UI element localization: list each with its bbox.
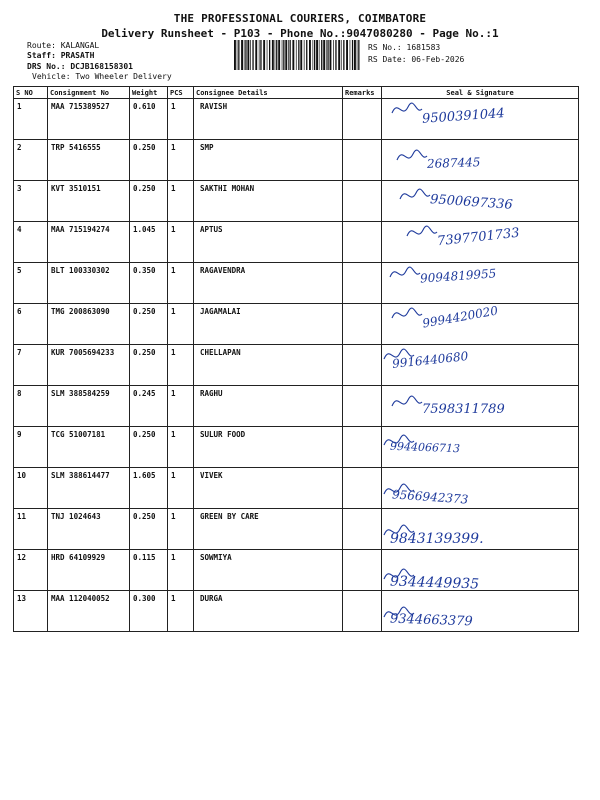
- cell-remarks: [343, 591, 382, 632]
- handwritten-phone: 9994420020: [421, 303, 499, 331]
- cell-sno: 12: [14, 550, 48, 591]
- barcode-bar: [335, 40, 336, 70]
- cell-pcs: 1: [168, 550, 194, 591]
- barcode-bar: [321, 40, 322, 70]
- cell-consignment: KUR 7005694233: [48, 345, 130, 386]
- cell-sno: 11: [14, 509, 48, 550]
- cell-remarks: [343, 345, 382, 386]
- barcode-bar: [292, 40, 294, 70]
- cell-signature: [382, 263, 579, 304]
- cell-consignment: SLM 388614477: [48, 468, 130, 509]
- cell-consignee: RAVISH: [194, 99, 343, 140]
- barcode-bar: [326, 40, 327, 70]
- cell-remarks: [343, 99, 382, 140]
- col-signature: Seal & Signature: [382, 87, 579, 99]
- cell-signature: [382, 99, 579, 140]
- table-row: [14, 263, 579, 304]
- cell-pcs: 1: [168, 99, 194, 140]
- cell-weight: 0.250: [130, 304, 168, 345]
- handwritten-phone: 9094819955: [419, 266, 497, 286]
- cell-signature: [382, 591, 579, 632]
- cell-remarks: [343, 140, 382, 181]
- barcode-bar: [346, 40, 348, 70]
- cell-weight: 1.045: [130, 222, 168, 263]
- cell-signature: [382, 550, 579, 591]
- cell-weight: 0.350: [130, 263, 168, 304]
- table-row: [14, 304, 579, 345]
- barcode-bar: [338, 40, 340, 70]
- barcode-bar: [304, 40, 305, 70]
- cell-pcs: 1: [168, 427, 194, 468]
- vehicle-label: Vehicle: Two Wheeler Delivery: [32, 72, 172, 81]
- barcode-bar: [352, 40, 353, 70]
- cell-pcs: 1: [168, 386, 194, 427]
- handwritten-phone: 2687445: [426, 155, 481, 171]
- cell-remarks: [343, 263, 382, 304]
- col-consignee: Consignee Details: [194, 87, 343, 99]
- table-row: [14, 181, 579, 222]
- rs-info: [368, 42, 464, 66]
- barcode-bar: [319, 40, 320, 70]
- handwritten-phone: 9944066713: [389, 439, 461, 456]
- cell-pcs: 1: [168, 345, 194, 386]
- cell-weight: 0.245: [130, 386, 168, 427]
- barcode-bar: [313, 40, 314, 70]
- cell-sno: 6: [14, 304, 48, 345]
- handwritten-phone: 9566942373: [391, 487, 469, 507]
- cell-signature: [382, 304, 579, 345]
- barcode-bar: [357, 40, 358, 70]
- barcode-bar: [269, 40, 270, 70]
- table-row: [14, 140, 579, 181]
- barcode-bar: [350, 40, 351, 70]
- cell-consignee: RAGAVENDRA: [194, 263, 343, 304]
- barcode-bar: [259, 40, 260, 70]
- barcode-bar: [245, 40, 246, 70]
- barcode-bar: [341, 40, 342, 70]
- runsheet-title: THE PROFESSIONAL COURIERS, COIMBATORE: [173, 12, 427, 25]
- col-consignment: Consignment No: [48, 87, 130, 99]
- cell-sno: 1: [14, 99, 48, 140]
- cell-pcs: 1: [168, 263, 194, 304]
- cell-pcs: 1: [168, 468, 194, 509]
- cell-consignment: MAA 112040052: [48, 591, 130, 632]
- barcode-bar: [300, 40, 302, 70]
- barcode-bar: [327, 40, 328, 70]
- cell-remarks: [343, 427, 382, 468]
- barcode-bar: [333, 40, 334, 70]
- barcode-bar: [238, 40, 239, 70]
- runsheet-table: [13, 86, 578, 632]
- cell-consignee: SULUR FOOD: [194, 427, 343, 468]
- cell-sno: 10: [14, 468, 48, 509]
- barcode-bar: [330, 40, 332, 70]
- cell-consignment: TRP 5416555: [48, 140, 130, 181]
- cell-consignment: TCG 51007181: [48, 427, 130, 468]
- cell-consignment: MAA 715194274: [48, 222, 130, 263]
- barcode-bar: [237, 40, 238, 70]
- cell-consignee: GREEN BY CARE: [194, 509, 343, 550]
- cell-sno: 3: [14, 181, 48, 222]
- barcode-bar: [247, 40, 249, 70]
- cell-consignee: DURGA: [194, 591, 343, 632]
- rs-date: RS Date: 06-Feb-2026: [368, 55, 465, 64]
- cell-weight: 1.605: [130, 468, 168, 509]
- barcode-bar: [316, 40, 318, 70]
- cell-remarks: [343, 550, 382, 591]
- cell-remarks: [343, 386, 382, 427]
- cell-weight: 0.610: [130, 99, 168, 140]
- col-remarks: Remarks: [343, 87, 382, 99]
- cell-remarks: [343, 304, 382, 345]
- cell-sno: 4: [14, 222, 48, 263]
- cell-remarks: [343, 181, 382, 222]
- handwritten-phone: 9500391044: [421, 106, 506, 127]
- cell-signature: [382, 345, 579, 386]
- barcode-bar: [296, 40, 297, 70]
- cell-signature: [382, 427, 579, 468]
- cell-sno: 13: [14, 591, 48, 632]
- cell-weight: 0.250: [130, 181, 168, 222]
- cell-consignee: SMP: [194, 140, 343, 181]
- cell-consignment: MAA 715389527: [48, 99, 130, 140]
- cell-consignment: TNJ 1024643: [48, 509, 130, 550]
- cell-pcs: 1: [168, 222, 194, 263]
- runsheet-subtitle: Delivery Runsheet - P103 - Phone No.:9047080280 - Page No.:1: [101, 27, 499, 40]
- table-row: [14, 427, 579, 468]
- cell-pcs: 1: [168, 181, 194, 222]
- cell-signature: [382, 140, 579, 181]
- table-row: [14, 345, 579, 386]
- staff-label: Staff: PRASATH: [27, 51, 95, 60]
- barcode-bar: [283, 40, 284, 70]
- table-row: [14, 222, 579, 263]
- col-weight: Weight: [130, 87, 168, 99]
- col-sno: S NO: [14, 87, 48, 99]
- barcode-bar: [260, 40, 261, 70]
- cell-remarks: [343, 222, 382, 263]
- handwritten-phone: 9344449935: [389, 573, 480, 593]
- cell-weight: 0.250: [130, 140, 168, 181]
- cell-consignment: SLM 388584259: [48, 386, 130, 427]
- cell-consignee: VIVEK: [194, 468, 343, 509]
- table-row: [14, 509, 579, 550]
- rs-number: RS No.: 1681583: [368, 43, 441, 52]
- barcode-bar: [250, 40, 251, 70]
- cell-consignee: CHELLAPAN: [194, 345, 343, 386]
- cell-weight: 0.300: [130, 591, 168, 632]
- cell-sno: 2: [14, 140, 48, 181]
- cell-pcs: 1: [168, 304, 194, 345]
- cell-consignee: JAGAMALAI: [194, 304, 343, 345]
- cell-consignee: RAGHU: [194, 386, 343, 427]
- barcode-bar: [343, 40, 344, 70]
- cell-weight: 0.250: [130, 509, 168, 550]
- cell-weight: 0.250: [130, 427, 168, 468]
- cell-sno: 8: [14, 386, 48, 427]
- barcode-bar: [255, 40, 257, 70]
- cell-consignee: APTUS: [194, 222, 343, 263]
- drs-label: DRS No.: DCJB168158301: [27, 62, 133, 71]
- barcode-bar: [278, 40, 280, 70]
- cell-pcs: 1: [168, 140, 194, 181]
- cell-pcs: 1: [168, 509, 194, 550]
- cell-sno: 5: [14, 263, 48, 304]
- cell-signature: [382, 181, 579, 222]
- barcode-bar: [252, 40, 253, 70]
- barcode-bar: [241, 40, 243, 70]
- cell-sno: 9: [14, 427, 48, 468]
- cell-signature: [382, 468, 579, 509]
- handwritten-phone: 9500697336: [429, 192, 514, 213]
- table-row: [14, 99, 579, 140]
- handwritten-phone: 9843139399.: [390, 531, 484, 547]
- barcode-bar: [282, 40, 283, 70]
- barcode-bar: [323, 40, 325, 70]
- cell-consignment: TMG 200863090: [48, 304, 130, 345]
- barcode-bar: [285, 40, 287, 70]
- barcode-bar: [288, 40, 289, 70]
- barcode-bar: [309, 40, 311, 70]
- col-pcs: PCS: [168, 87, 194, 99]
- cell-remarks: [343, 468, 382, 509]
- cell-consignment: BLT 100330302: [48, 263, 130, 304]
- cell-signature: [382, 386, 579, 427]
- cell-consignment: KVT 3510151: [48, 181, 130, 222]
- table-row: [14, 468, 579, 509]
- barcode-bar: [298, 40, 299, 70]
- cell-consignment: HRD 64109929: [48, 550, 130, 591]
- cell-signature: [382, 509, 579, 550]
- barcode-bar: [354, 40, 356, 70]
- barcode-bar: [234, 40, 236, 70]
- route-label: Route: KALANGAL: [27, 41, 100, 50]
- table-header-row: [14, 87, 579, 99]
- cell-signature: [382, 222, 579, 263]
- barcode-bar: [314, 40, 315, 70]
- barcode-bar: [267, 40, 268, 70]
- barcode-bar: [275, 40, 276, 70]
- signature-scribble: [382, 140, 579, 180]
- cell-consignee: SAKTHI MOHAN: [194, 181, 343, 222]
- table-row: [14, 550, 579, 591]
- table-row: [14, 591, 579, 632]
- barcode-bar: [244, 40, 245, 70]
- cell-remarks: [343, 509, 382, 550]
- barcode-image: [232, 40, 362, 70]
- handwritten-phone: 7598311789: [422, 402, 505, 417]
- table-row: [14, 386, 579, 427]
- barcode-bar: [358, 40, 359, 70]
- barcode-bar: [276, 40, 277, 70]
- handwritten-phone: 7397701733: [436, 225, 521, 250]
- cell-weight: 0.250: [130, 345, 168, 386]
- barcode-bar: [272, 40, 274, 70]
- cell-weight: 0.115: [130, 550, 168, 591]
- cell-consignee: SOWMIYA: [194, 550, 343, 591]
- cell-pcs: 1: [168, 591, 194, 632]
- barcode-bar: [290, 40, 291, 70]
- handwritten-phone: 9344663379: [389, 611, 473, 630]
- cell-sno: 7: [14, 345, 48, 386]
- barcode-bar: [306, 40, 307, 70]
- handwritten-phone: 9916440680: [391, 349, 469, 371]
- barcode-bar: [263, 40, 265, 70]
